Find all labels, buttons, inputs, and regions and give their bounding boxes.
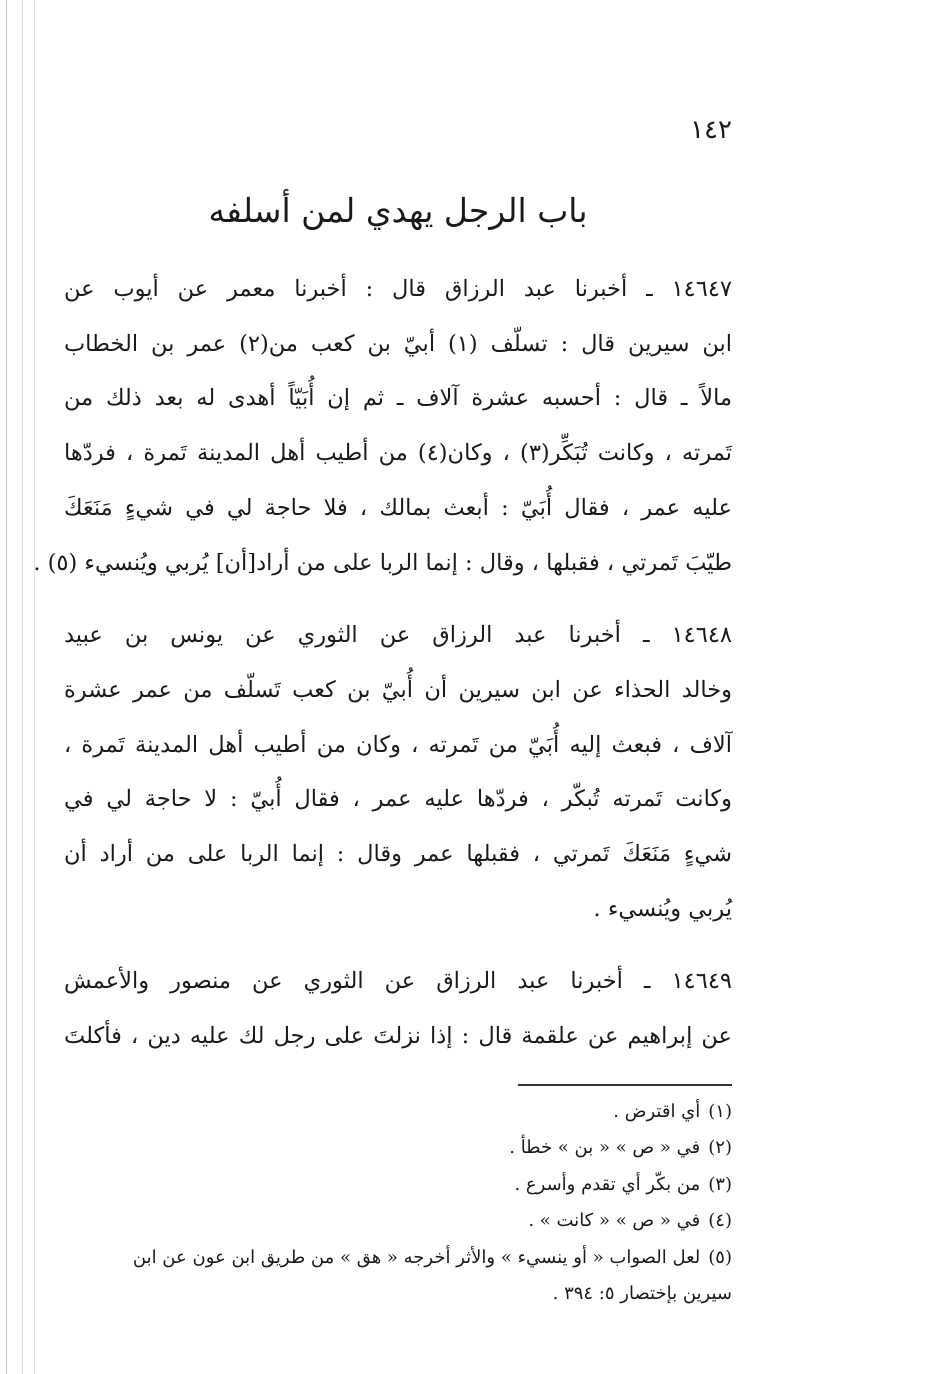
text-line: تَمرته ، وكانت تُبَكِّر(٣) ، وكان(٤) من أطيب أهل المدينة تَمرة ، فردّها [64, 440, 732, 467]
footnote-text: في « ص » « بن » خطأ . [509, 1137, 701, 1159]
book-page [33, 110, 732, 1313]
text-line: ١٤٦٤٩ ـ أخبرنا عبد الرزاق عن الثوري عن منصور والأعمش [64, 968, 732, 995]
scan-edge-line [22, 0, 23, 1374]
text-line: وخالد الحذاء عن ابن سيرين أن أُبيّ بن كعب تَسلّف من عمر عشرة [64, 676, 732, 703]
page-number: ١٤٢ [690, 115, 732, 145]
text-line: شيءٍ مَنَعَكَ تَمرتي ، فقبلها عمر وقال : إنما الربا على من أراد أن [64, 841, 732, 868]
footnote-number: (١) [708, 1100, 732, 1122]
footnote-text: سيرين بإختصار ٥: ٣٩٤ . [552, 1283, 732, 1305]
footnote-text: لعل الصواب « أو ينسيء » والأثر أخرجه « هق » من طريق ابن عون عن ابن [132, 1246, 701, 1268]
footnote [64, 1094, 732, 1131]
footnote-number: (٤) [708, 1210, 732, 1232]
footnote-number: (٥) [708, 1246, 732, 1268]
footnotes [64, 1094, 732, 1313]
footnote-continuation [64, 1276, 732, 1313]
footnote-separator [518, 1084, 732, 1086]
footnote-number: (٢) [708, 1137, 732, 1159]
text-line: عليه عمر ، فقال أُبَيّ : أبعث بمالك ، فلا حاجة لي في شيءٍ مَنَعَكَ [64, 494, 732, 521]
text-line: ١٤٦٤٧ ـ أخبرنا عبد الرزاق قال : أخبرنا معمر عن أيوب عن [64, 276, 732, 302]
hadith-entry [64, 954, 732, 1063]
footnote-text: من بكّر أي تقدم وأسرع . [514, 1173, 701, 1195]
text-line: آلاف ، فبعث إليه أُبَيّ من تَمرته ، وكان من أطيب أهل المدينة تَمرة ، [64, 731, 732, 758]
hadith-entry [33, 262, 732, 590]
chapter-title: باب الرجل يهدي لمن أسلفه [208, 191, 588, 230]
footnote-text: في « ص » « كانت » . [528, 1210, 701, 1232]
text-line: يُربي ويُنسيء . [593, 895, 732, 922]
text-line: طيّبَ تَمرتي ، فقبلها ، وقال : إنما الربا على من أراد[أن] يُربي ويُنسيء (٥) . [33, 549, 732, 576]
text-line: ١٤٦٤٨ ـ أخبرنا عبد الرزاق عن الثوري عن يونس بن عبيد [64, 622, 732, 649]
text-line: وكانت تَمرته تُبكّر ، فردّها عليه عمر ، فقال أُبيّ : لا حاجة لي في [64, 786, 732, 813]
scan-edge-line [34, 0, 35, 1374]
footnote [64, 1130, 732, 1167]
footnote [52, 1240, 732, 1277]
footnote [64, 1167, 732, 1204]
hadith-entry [64, 608, 732, 936]
footnote [64, 1203, 732, 1240]
footnote-number: (٣) [708, 1173, 732, 1195]
scan-edge-line [6, 0, 7, 1374]
text-line: ابن سيرين قال : تسلّف (١) أبيّ بن كعب من(٢) عمر بن الخطاب [64, 330, 732, 357]
text-line: عن إبراهيم عن علقمة قال : إذا نزلتَ على رجل لك عليه دين ، فأكلتَ [64, 1023, 732, 1050]
text-line: مالاً ـ قال : أحسبه عشرة آلاف ـ ثم إن أُبَيّاً أهدى له بعد ذلك من [64, 385, 732, 412]
footnote-text: أي اقترض . [613, 1100, 701, 1122]
